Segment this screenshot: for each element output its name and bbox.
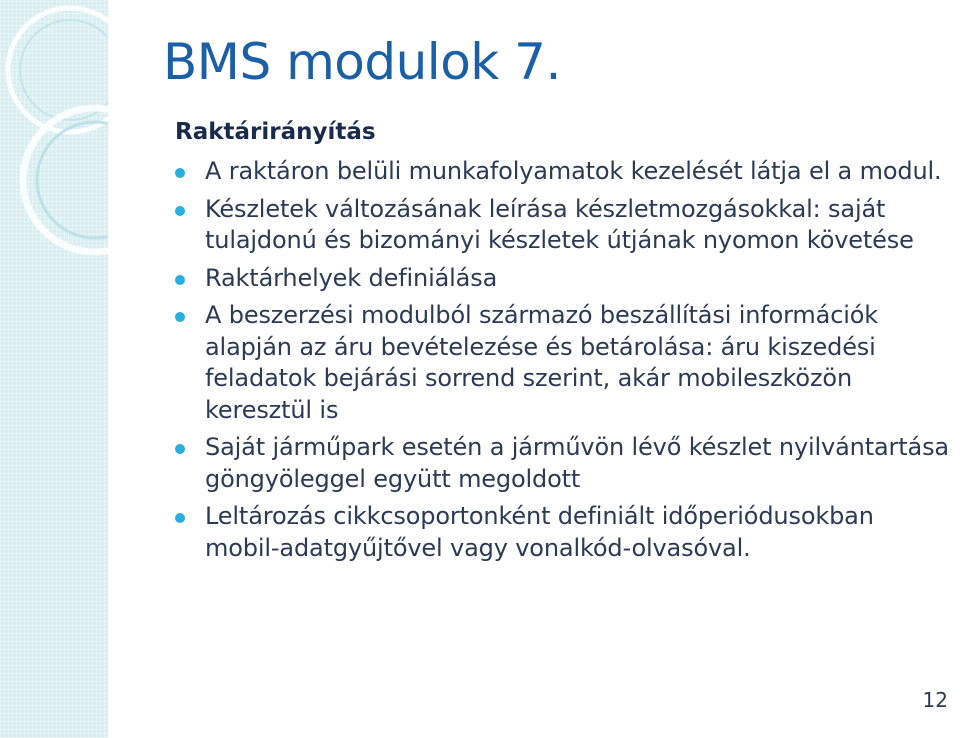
bullet-text: Saját járműpark esetén a járművön lévő készlet nyilvántartása göngyöleggel együtt megoldott [205,433,949,493]
bullet-text: Leltározás cikkcsoportonként definiált időperiódusokban mobil-adatgyűjtővel vagy vonalkód-olvasóval. [205,502,874,562]
decorative-side-panel [0,0,108,738]
bullet-item [175,263,955,295]
bullet-text: Raktárhelyek definiálása [205,263,498,292]
bullet-text: A raktáron belüli munkafolyamatok kezelését látja el a modul. [205,157,942,185]
slide-title: BMS modulok 7. [163,33,561,91]
bullet-text: Készletek változásának leírása készletmozgásokkal: saját tulajdonú és bizományi készletek útjának nyomon követése [205,194,914,254]
bullet-item [175,156,955,188]
page-number: 12 [922,688,948,712]
bullet-item [175,501,955,564]
bullet-dot-icon [175,444,185,454]
bullet-dot-icon [175,206,185,216]
bullet-list [175,156,955,570]
decorative-ring-medium-inner [37,122,108,238]
bullet-item [175,432,955,495]
bullet-item [175,194,955,257]
bullet-dot-icon [175,513,185,523]
section-heading: Raktárirányítás [175,119,376,145]
bullet-text: A beszerzési modulból származó beszállítási információk alapján az áru bevételezése és betárolása: áru kiszedési feladatok bejárási sorrend szerint, akár mobileszközön keresztül is [205,301,879,424]
bullet-dot-icon [175,168,185,178]
decorative-rings-graphic [0,0,108,738]
bullet-item [175,300,955,426]
bullet-dot-icon [175,312,185,322]
bullet-dot-icon [175,275,185,285]
